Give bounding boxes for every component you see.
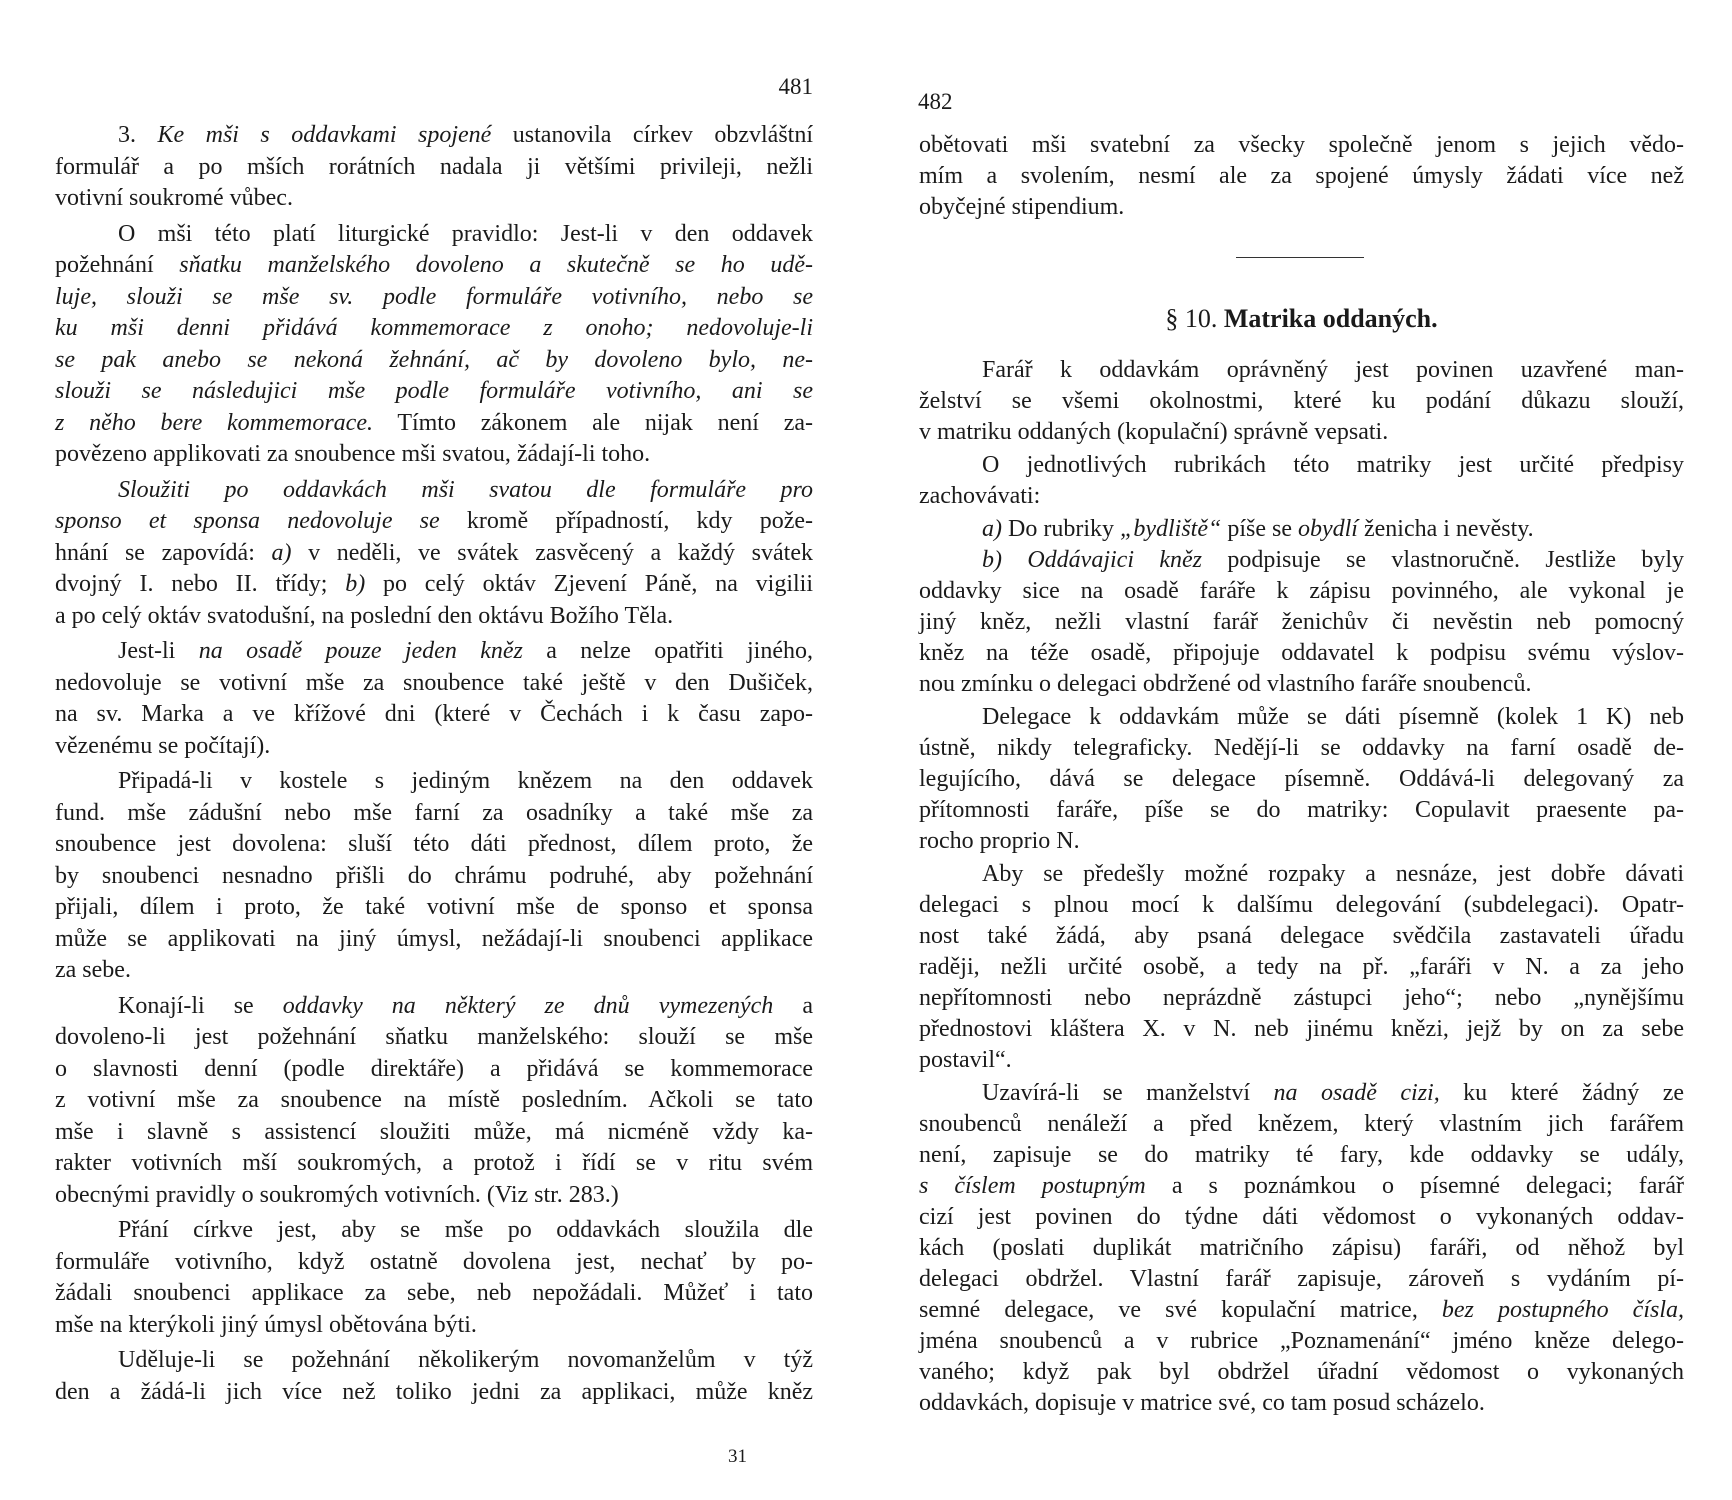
text-line — [55, 892, 813, 924]
text: a s poznámkou o písemné delegaci; farář — [1145, 1173, 1684, 1199]
text: želství se všemi okolnostmi, které ku podání důkazu slouží, — [919, 388, 1684, 414]
text: dvojný I. nebo II. třídy; — [55, 571, 346, 597]
text: Připadá-li v kostele s jediným knězem na den oddavek — [118, 768, 813, 794]
italic-text: sňatku manželského dovoleno a skutečně se ho udě- — [179, 252, 813, 278]
text-line — [919, 576, 1684, 607]
text-line — [55, 408, 813, 440]
text-line — [919, 1264, 1684, 1295]
text-line — [919, 1078, 1684, 1109]
text-line — [919, 130, 1684, 161]
text-line — [55, 1180, 813, 1212]
text: za sebe. — [55, 957, 131, 983]
section-title: Matrika oddaných. — [1223, 304, 1438, 333]
text: kněz na téže osadě, připojuje oddavatel k podpisu svému výslov- — [919, 640, 1684, 666]
text-line — [55, 924, 813, 956]
text: vězenému se počítají). — [55, 732, 271, 759]
paragraph — [919, 450, 1684, 512]
text-line — [55, 766, 813, 798]
text: Přání církve jest, aby se mše po oddavkách sloužila dle — [118, 1217, 813, 1243]
paragraph — [919, 702, 1684, 857]
text: dovoleno-li jest požehnání sňatku manželského: slouží se mše — [55, 1024, 813, 1050]
italic-text: sponso et sponsa nedovoluje se — [55, 508, 440, 534]
text: formulář a po mších rorátních nadala ji většími privileji, nežli — [55, 153, 813, 180]
text: Delegace k oddavkám může se dáti písemně (kolek 1 K) neb — [982, 704, 1684, 730]
text-line — [919, 702, 1684, 733]
section-heading — [919, 303, 1684, 334]
text: nepřítomnosti nebo neprázdně zástupci jeho“; nebo „nynějšímu — [919, 985, 1684, 1011]
text-line — [919, 450, 1684, 481]
text-line — [919, 545, 1684, 576]
text: snoubence jest dovolena: sluší této dáti přednost, dílem proto, že — [55, 831, 813, 857]
italic-text: z něho bere kommemorace. — [55, 409, 373, 436]
text-line — [55, 991, 813, 1023]
signature-mark: 31 — [728, 1446, 747, 1467]
paragraph — [55, 1345, 813, 1408]
text-line — [919, 764, 1684, 795]
text-line — [55, 1278, 813, 1310]
text-line — [919, 795, 1684, 826]
text: nost také žádá, aby psaná delegace svědčila zastavateli úřadu — [919, 923, 1684, 949]
text-line — [55, 1377, 813, 1409]
text: a — [773, 992, 814, 1019]
text: nou zmínku o delegaci obdržené od vlastního faráře snoubenců. — [919, 671, 1532, 697]
text: přijali, dílem i proto, že také votivní mše de sponso et sponsa — [55, 894, 813, 920]
text-line — [55, 569, 813, 601]
italic-text: b) — [345, 571, 366, 597]
text: O jednotlivých rubrikách této matriky jest určité předpisy — [982, 452, 1684, 478]
text: přítomnosti faráře, píše se do matriky: Copulavit praesente pa- — [919, 797, 1684, 823]
text: o slavnosti denní (podle direktáře) a přidává se kommemorace — [55, 1055, 813, 1082]
text-line — [55, 219, 813, 251]
text: delegaci s plnou mocí k dalšímu delegování (subdelegaci). Opatr- — [919, 892, 1684, 918]
text-line — [919, 1014, 1684, 1045]
text-line — [55, 636, 813, 668]
italic-text: ku mši denni přidává kommemorace z onoho; nedovoluje-li — [55, 315, 813, 341]
text: Jest-li — [118, 638, 199, 664]
text: obyčejné stipendium. — [919, 194, 1125, 220]
text: vaného; když pak byl obdržel úřadní vědomost o vykonaných — [919, 1359, 1684, 1385]
text: píše se — [1221, 516, 1298, 542]
text: na sv. Marka a ve křížové dni (které v Čechách i k času zapo- — [55, 701, 813, 727]
text-line — [919, 1109, 1684, 1140]
text: oddavky sice na osadě faráře k zápisu povinného, ale vykonal je — [919, 578, 1684, 604]
text-line — [55, 668, 813, 700]
text: žádali snoubenci applikace za sebe, neb nepožádali. Můžeť i tato — [55, 1280, 813, 1306]
text: ku které žádný ze — [1439, 1080, 1685, 1106]
text-line — [55, 798, 813, 830]
text: legujícího, dává se delegace písemně. Oddává-li delegovaný za — [919, 766, 1684, 792]
text: formuláře votivního, když ostatně dovolena jest, nechať by po- — [55, 1248, 813, 1275]
text: Tímto zákonem ale nijak není za- — [372, 409, 813, 436]
text-line — [919, 192, 1684, 223]
paragraph — [55, 991, 813, 1212]
text-line — [919, 1295, 1684, 1326]
italic-text: Sloužiti po oddavkách mši svatou dle formuláře pro — [118, 476, 813, 503]
paragraph — [919, 1078, 1684, 1419]
italic-text: a) — [271, 539, 292, 566]
text-line — [55, 506, 813, 538]
text: by snoubenci nesnadno přišli do chrámu podruhé, aby požehnání — [55, 862, 813, 889]
italic-text: slouži se následujici mše podle formuláře votivního, ani se — [55, 378, 813, 404]
text: ustanovila církev obzvláštní — [491, 122, 814, 148]
text: mím a svolením, nesmí ale za spojené úmysly žádati více než — [919, 163, 1684, 189]
italic-text: b) Oddávajici kněz — [982, 547, 1202, 573]
italic-text: na osadě pouze jeden kněz — [198, 638, 523, 664]
text: Farář k oddavkám oprávněný jest povinen uzavřené man- — [982, 357, 1684, 383]
section-number: § 10. — [1165, 304, 1218, 333]
text-line — [55, 183, 813, 215]
italic-text: bez postupného čísla, — [1441, 1297, 1685, 1323]
text: jména snoubenců a v rubrice „Poznamenání“ jméno kněze delego- — [919, 1328, 1684, 1354]
text: rocho proprio N. — [919, 828, 1080, 854]
text: cizí jest povinen do týdne dáti vědomost o vykonaných oddav- — [919, 1204, 1684, 1230]
text-line — [919, 1171, 1684, 1202]
text: ženicha i nevěsty. — [1357, 516, 1534, 542]
text-line — [55, 345, 813, 377]
text: kách (poslati duplikát matričního zápisu) faráři, od něhož byl — [919, 1235, 1684, 1261]
text-line — [55, 1247, 813, 1279]
text: delegaci obdržel. Vlastní farář zapisuje, zároveň s vydáním pí- — [919, 1266, 1684, 1292]
text-line — [919, 859, 1684, 890]
text: přednostovi kláštera X. v N. neb jinému knězi, jejž by on za sebe — [919, 1016, 1684, 1042]
text: 3. — [118, 122, 158, 148]
text: po celý oktáv Zjevení Páně, na vigilii — [365, 571, 813, 597]
text-line — [919, 1388, 1684, 1419]
text: obecnými pravidly o soukromých votivních. (Viz str. 283.) — [55, 1181, 619, 1208]
italic-text: na osadě cizi, — [1273, 1080, 1440, 1106]
text-line — [55, 475, 813, 507]
text-line — [919, 952, 1684, 983]
text-line — [55, 1085, 813, 1117]
text-line — [919, 1140, 1684, 1171]
text: Konají-li se — [118, 992, 283, 1019]
text: zachovávati: — [919, 483, 1041, 509]
paragraph — [919, 355, 1684, 448]
text: kromě případností, kdy pože- — [439, 508, 813, 534]
text: požehnání — [55, 252, 180, 278]
paragraph — [55, 636, 813, 762]
text: hnání se zapovídá: — [55, 539, 272, 566]
italic-text: s číslem postupným — [919, 1173, 1146, 1199]
text-line — [55, 1054, 813, 1086]
text: Do rubriky — [1002, 516, 1120, 542]
text: z votivní mše za snoubence na místě posledním. Ačkoli se tato — [55, 1087, 813, 1113]
text: snoubenců nenáleží a před knězem, který vlastním jich farářem — [919, 1111, 1684, 1137]
text: Aby se předešly možné rozpaky a nesnáze, jest dobře dávati — [982, 861, 1684, 887]
text: oddavkách, dopisuje v matrice své, co tam posud scházelo. — [919, 1390, 1485, 1416]
text: jiný kněz, nežli vlastní farář ženichův či nevěstin neb pomocný — [919, 609, 1684, 635]
text: povězeno applikovati za snoubence mši svatou, žádají-li toho. — [55, 441, 651, 467]
text: může se applikovati na jiný úmysl, nežádají-li snoubenci applikace — [55, 925, 813, 952]
text-line — [919, 890, 1684, 921]
text-line — [55, 829, 813, 861]
text: postavil“. — [919, 1047, 1012, 1073]
text-line — [919, 481, 1684, 512]
text: a nelze opatřiti jiného, — [522, 638, 813, 664]
text-line — [919, 638, 1684, 669]
text: v neděli, ve svátek zasvěcený a každý svátek — [291, 539, 813, 566]
page-number-left: 481 — [778, 74, 813, 99]
section-divider-rule — [1236, 257, 1364, 258]
italic-text: Ke mši s oddavkami spojené — [157, 122, 492, 148]
text-line — [919, 386, 1684, 417]
italic-text: „bydliště“ — [1119, 516, 1222, 542]
text-line — [55, 439, 813, 471]
text: mše i slavně s assistencí sloužiti může, má nicméně vždy ka- — [55, 1118, 813, 1145]
text-line — [55, 955, 813, 987]
text-line — [919, 983, 1684, 1014]
text: podpisuje se vlastnoručně. Jestliže byly — [1201, 547, 1684, 573]
paragraph — [55, 766, 813, 987]
right-page-continuation — [919, 130, 1684, 223]
text-line — [919, 1233, 1684, 1264]
text-line — [919, 161, 1684, 192]
paragraph — [55, 219, 813, 471]
text-line — [55, 538, 813, 570]
text: není, zapisuje se do matriky té fary, kde oddavky se udály, — [919, 1142, 1684, 1168]
text: nedovoluje se votivní mše za snoubence také ještě v den Dušiček, — [55, 669, 813, 696]
text: a po celý oktáv svatodušní, na poslední den oktávu Božího Těla. — [55, 602, 674, 629]
paragraph — [55, 120, 813, 215]
text: ústně, nikdy telegraficky. Nedějí-li se oddavky na farní osadě de- — [919, 735, 1684, 761]
text: mše na kterýkoli jiný úmysl obětována býti. — [55, 1311, 477, 1338]
text: obětovati mši svatební za všecky společně jenom s jejich vědo- — [919, 132, 1684, 158]
text: O mši této platí liturgické pravidlo: Jest-li v den oddavek — [118, 220, 813, 247]
text-line — [919, 921, 1684, 952]
paragraph — [919, 859, 1684, 1076]
text-line — [919, 607, 1684, 638]
text-line — [55, 120, 813, 152]
text-line — [55, 250, 813, 282]
text-line — [55, 152, 813, 184]
paragraph — [55, 1215, 813, 1341]
paragraph — [55, 475, 813, 633]
text-line — [55, 1310, 813, 1342]
text: semné delegace, ve své kopulační matrice, — [919, 1297, 1442, 1323]
text-line — [919, 1357, 1684, 1388]
text-line — [55, 1148, 813, 1180]
text-line — [55, 1215, 813, 1247]
text-line — [55, 1345, 813, 1377]
text-line — [919, 1202, 1684, 1233]
text-line — [55, 601, 813, 633]
text-line — [919, 826, 1684, 857]
text-line — [55, 313, 813, 345]
text: votivní soukromé vůbec. — [55, 185, 293, 211]
text-line — [919, 669, 1684, 700]
paragraph — [919, 514, 1684, 545]
text: Uděluje-li se požehnání několikerým novomanželům v týž — [118, 1347, 813, 1373]
text-line — [55, 861, 813, 893]
italic-text: obydlí — [1297, 516, 1358, 542]
paragraph — [919, 130, 1684, 223]
text-line — [55, 1117, 813, 1149]
text-line — [919, 355, 1684, 386]
text-line — [919, 733, 1684, 764]
text-line — [919, 417, 1684, 448]
text: v matriku oddaných (kopulační) správně vepsati. — [919, 419, 1389, 445]
right-page-text — [919, 355, 1684, 1421]
paragraph — [919, 545, 1684, 700]
italic-text: oddavky na některý ze dnů vymezených — [282, 992, 774, 1019]
text-line — [55, 282, 813, 314]
text: den a žádá-li jich více než toliko jedni za applikaci, může kněz — [55, 1378, 813, 1405]
text-line — [919, 1326, 1684, 1357]
page-number-right: 482 — [918, 89, 953, 114]
text-line — [919, 514, 1684, 545]
text-line — [55, 731, 813, 763]
italic-text: se pak anebo se nekoná žehnání, ač by dovoleno bylo, ne- — [55, 346, 813, 373]
text-line — [55, 376, 813, 408]
text-line — [55, 699, 813, 731]
italic-text: luje, slouži se mše sv. podle formuláře votivního, nebo se — [55, 283, 813, 310]
text: rakter votivních mší soukromých, a protož i řídí se v ritu svém — [55, 1150, 813, 1176]
text: Uzavírá-li se manželství — [982, 1080, 1274, 1106]
text: raději, nežli určité osobě, a tedy na př. „faráři v N. a za jeho — [919, 954, 1684, 980]
italic-text: a) — [982, 516, 1002, 542]
text-line — [919, 1045, 1684, 1076]
left-page-text — [55, 120, 813, 1412]
text: fund. mše zádušní nebo mše farní za osadníky a také mše za — [55, 799, 813, 826]
text-line — [55, 1022, 813, 1054]
